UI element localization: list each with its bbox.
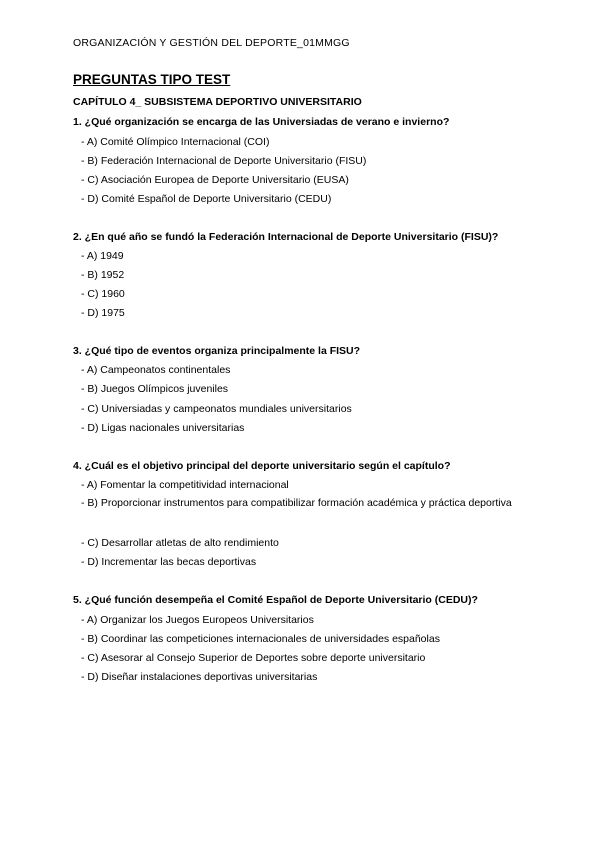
question-2-option-c: - C) 1960	[81, 288, 125, 300]
question-3-option-b: - B) Juegos Olímpicos juveniles	[81, 383, 229, 395]
question-4-option-c: - C) Desarrollar atletas de alto rendimiento	[81, 537, 279, 549]
question-5-option-a: - A) Organizar los Juegos Europeos Universitarios	[81, 614, 314, 626]
question-4: 4. ¿Cuál es el objetivo principal del deporte universitario según el capítulo?	[73, 460, 451, 472]
question-3-option-c: - C) Universiadas y campeonatos mundiales universitarios	[81, 403, 352, 415]
page-header: ORGANIZACIÓN Y GESTIÓN DEL DEPORTE_01MMGG	[73, 37, 350, 49]
question-1-option-a: - A) Comité Olímpico Internacional (COI)	[81, 136, 270, 148]
question-5-option-c: - C) Asesorar al Consejo Superior de Deportes sobre deporte universitario	[81, 652, 426, 664]
question-1-option-d: - D) Comité Español de Deporte Universitario (CEDU)	[81, 193, 332, 205]
page-title: PREGUNTAS TIPO TEST	[73, 72, 231, 87]
question-5-option-d: - D) Diseñar instalaciones deportivas universitarias	[81, 671, 318, 683]
question-3-option-d: - D) Ligas nacionales universitarias	[81, 422, 245, 434]
question-5-option-b: - B) Coordinar las competiciones internacionales de universidades españolas	[81, 633, 440, 645]
question-2-option-b: - B) 1952	[81, 269, 125, 281]
question-2-option-d: - D) 1975	[81, 307, 125, 319]
question-3-option-a: - A) Campeonatos continentales	[81, 364, 231, 376]
question-2: 2. ¿En qué año se fundó la Federación Internacional de Deporte Universitario (FISU)?	[73, 231, 499, 243]
question-1: 1. ¿Qué organización se encarga de las Universiadas de verano e invierno?	[73, 116, 450, 128]
question-1-option-c: - C) Asociación Europea de Deporte Universitario (EUSA)	[81, 174, 349, 186]
question-4-option-a: - A) Fomentar la competitividad internacional	[81, 479, 289, 491]
question-4-option-d: - D) Incrementar las becas deportivas	[81, 556, 257, 568]
question-1-option-b: - B) Federación Internacional de Deporte Universitario (FISU)	[81, 155, 367, 167]
question-5: 5. ¿Qué función desempeña el Comité Español de Deporte Universitario (CEDU)?	[73, 594, 478, 606]
question-4-option-b: - B) Proporcionar instrumentos para compatibilizar formación académica y práctica deportiva	[81, 497, 512, 509]
question-2-option-a: - A) 1949	[81, 250, 124, 262]
question-3: 3. ¿Qué tipo de eventos organiza principalmente la FISU?	[73, 345, 361, 357]
chapter-heading: CAPÍTULO 4_ SUBSISTEMA DEPORTIVO UNIVERSITARIO	[73, 96, 362, 108]
